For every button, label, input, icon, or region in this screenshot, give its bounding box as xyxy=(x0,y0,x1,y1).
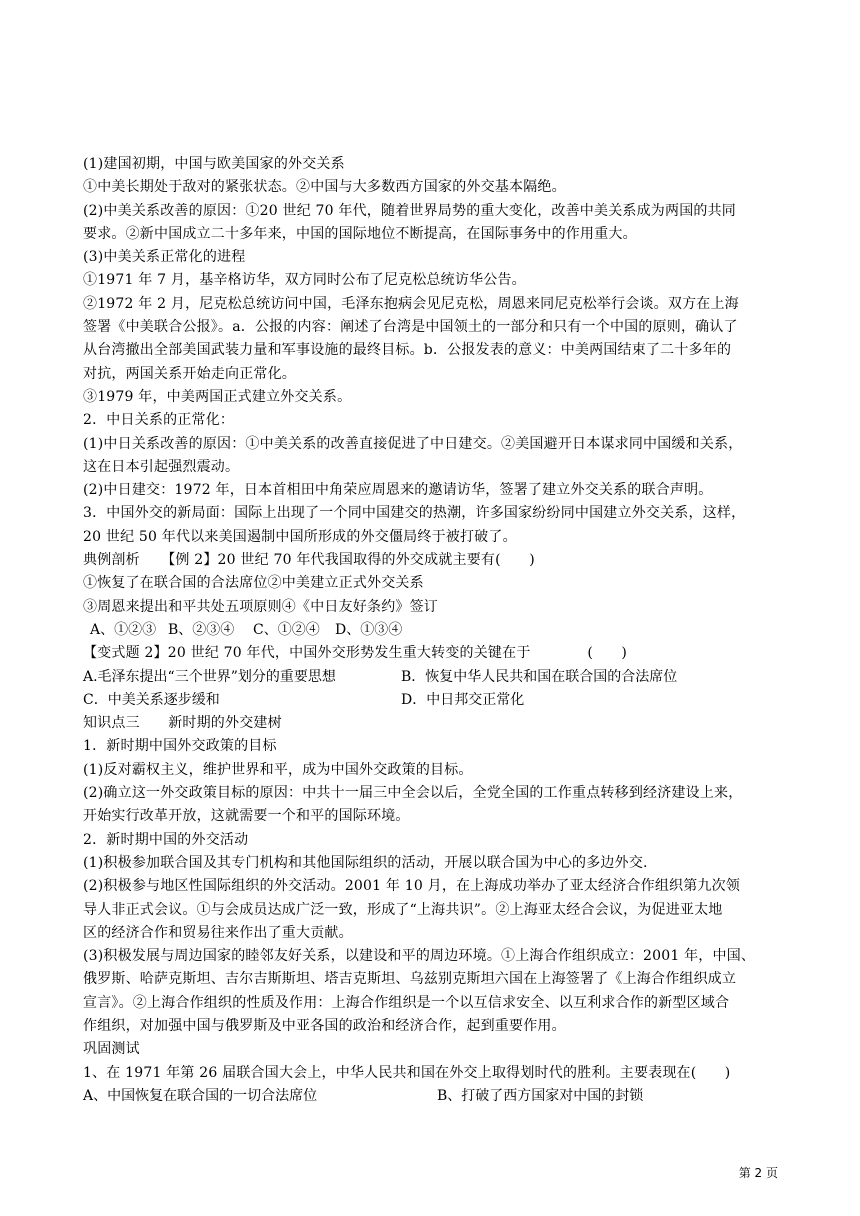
text-line: (1)反对霸权主义，维护世界和平，成为中国外交政策的目标。 xyxy=(83,761,473,778)
text-line: (1)中日关系改善的原因：①中美关系的改善直接促进了中日建交。②美国避开日本谋求同中国缓和关系， xyxy=(83,435,743,452)
variant-options-row xyxy=(83,689,779,712)
text-line: ①1971 年 7 月，基辛格访华，双方同时公布了尼克松总统访华公告。 xyxy=(83,272,526,289)
text-line: 3．中国外交的新局面：国际上出现了一个同中国建交的热潮，许多国家纷纷同中国建立外交关系，这样， xyxy=(83,505,746,522)
example-item: ①恢复了在联合国的合法席位②中美建立正式外交关系 xyxy=(83,575,424,592)
text-line: 2．新时期中国的外交活动 xyxy=(83,831,249,848)
example-option-b: B、②③④ xyxy=(168,621,235,638)
section-heading: 知识点三 新时期的外交建树 xyxy=(83,715,282,732)
example-options xyxy=(83,619,779,642)
text-line: 俄罗斯、哈萨克斯坦、吉尔吉斯斯坦、塔吉克斯坦、乌兹别克斯坦六国在上海签署了《上海合作组织成立 xyxy=(83,971,737,988)
variant-question: 【变式题 2】20 世纪 70 年代，中国外交形势发生重大转变的关键在于 ( ) xyxy=(83,645,628,662)
text-line: 2．中日关系的正常化： xyxy=(83,412,235,429)
text-line: 这在日本引起强烈震动。 xyxy=(83,458,240,475)
text-line: 签署《中美联合公报》。a．公报的内容：阐述了台湾是中国领土的一部分和只有一个中国的原则，确认了 xyxy=(83,319,738,336)
variant-option-c: C．中美关系逐步缓和 xyxy=(83,691,220,708)
example-question: 典例剖析 【例 2】20 世纪 70 年代我国取得的外交成就主要有( ) xyxy=(83,552,535,569)
text-line: (2)积极参与地区性国际组织的外交活动。2001 年 10 月，在上海成功举办了亚太经济合作组织第九次领 xyxy=(83,878,741,895)
text-line: 从台湾撤出全部美国武装力量和军事设施的最终目标。b．公报发表的意义：中美两国结束了二十多年的 xyxy=(83,342,732,359)
text-line: ③1979 年，中美两国正式建立外交关系。 xyxy=(83,388,352,405)
text-line: 对抗，两国关系开始走向正常化。 xyxy=(83,365,296,382)
variant-options-row xyxy=(83,666,779,689)
text-line: 区的经济合作和贸易往来作出了重大贡献。 xyxy=(83,924,353,941)
text-line: (2)中美关系改善的原因：①20 世纪 70 年代，随着世界局势的重大变化，改善中美关系成为两国的共同 xyxy=(83,202,737,219)
text-line: 导人非正式会议。①与会成员达成广泛一致，形成了“上海共识”。②上海亚太经合会议，为促进亚太地 xyxy=(83,901,723,918)
text-line: 作组织，对加强中国与俄罗斯及中亚各国的政治和经济合作，起到重要作用。 xyxy=(83,1017,566,1034)
text-line: (1)积极参加联合国及其专门机构和其他国际组织的活动，开展以联合国为中心的多边外交. xyxy=(83,854,648,871)
document-body xyxy=(83,153,779,1108)
text-line: 开始实行改革开放，这就需要一个和平的国际环境。 xyxy=(83,808,410,825)
page-number: 第 2 页 xyxy=(738,1166,778,1180)
text-line: (3)积极发展与周边国家的睦邻友好关系，以建设和平的周边环境。①上海合作组织成立：2001 年，中国、 xyxy=(83,948,756,965)
quiz-option-a: A、中国恢复在联合国的一切合法席位 xyxy=(83,1087,318,1104)
example-item: ③周恩来提出和平共处五项原则④《中日友好条约》签订 xyxy=(83,598,438,615)
text-line: 宣言》。②上海合作组织的性质及作用：上海合作组织是一个以互信求安全、以互利求合作的新型区域合 xyxy=(83,994,730,1011)
text-line: 要求。②新中国成立二十多年来，中国的国际地位不断提高，在国际事务中的作用重大。 xyxy=(83,225,637,242)
variant-option-d: D．中日邦交正常化 xyxy=(401,691,525,708)
text-line: (1)建国初期，中国与欧美国家的外交关系 xyxy=(83,156,345,172)
example-option-d: D、①③④ xyxy=(335,621,403,638)
variant-option-b: B．恢复中华人民共和国在联合国的合法席位 xyxy=(401,668,678,685)
section-one xyxy=(83,153,779,619)
section-three xyxy=(83,712,779,1085)
section-heading: 巩固测试 xyxy=(83,1041,140,1058)
text-line: (3)中美关系正常化的进程 xyxy=(83,249,246,266)
text-line: ②1972 年 2 月，尼克松总统访问中国，毛泽东抱病会见尼克松，周恩来同尼克松举行会谈。双方在上海 xyxy=(83,295,739,312)
text-line: 20 世纪 50 年代以来美国遏制中国所形成的外交僵局终于被打破了。 xyxy=(83,528,517,545)
text-line: ①中美长期处于敌对的紧张状态。②中国与大多数西方国家的外交基本隔绝。 xyxy=(83,179,566,196)
quiz-option-b: B、打破了西方国家对中国的封锁 xyxy=(437,1087,644,1104)
example-option-c: C、①②④ xyxy=(253,621,320,638)
text-line: 1．新时期中国外交政策的目标 xyxy=(83,738,277,755)
quiz-options-row xyxy=(83,1085,779,1108)
example-option-a: A、①②③ xyxy=(90,621,157,638)
text-line: (2)确立这一外交政策目标的原因：中共十一届三中全会以后，全党全国的工作重点转移到经济建设上来， xyxy=(83,785,743,802)
variant-option-a: A.毛泽东提出“三个世界”划分的重要思想 xyxy=(83,668,336,685)
quiz-question: 1、在 1971 年第 26 届联合国大会上，中华人民共和国在外交上取得划时代的胜利。主要表现在( ) xyxy=(83,1064,731,1081)
text-line: (2)中日建交：1972 年，日本首相田中角荣应周恩来的邀请访华，签署了建立外交关系的联合声明。 xyxy=(83,482,713,499)
